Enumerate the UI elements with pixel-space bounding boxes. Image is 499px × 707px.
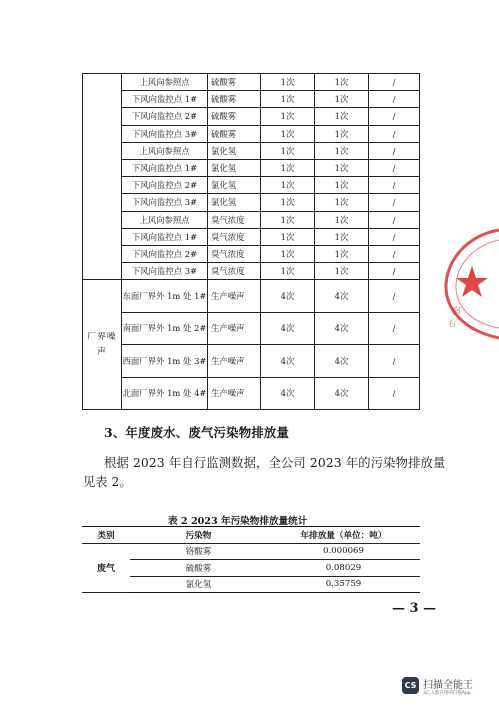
remark-cell: / bbox=[369, 377, 420, 410]
monitoring-point-cell: 下风向监控点 1# bbox=[122, 228, 208, 245]
noise-row bbox=[83, 345, 420, 378]
monitoring-row bbox=[83, 142, 420, 159]
monitoring-point-cell: 下风向监控点 2# bbox=[122, 108, 208, 125]
frequency-cell: 4次 bbox=[261, 377, 315, 410]
monitoring-point-cell: 下风向监控点 1# bbox=[122, 91, 208, 108]
monitoring-point-cell: 下风向监控点 2# bbox=[122, 245, 208, 262]
emission-row bbox=[82, 543, 420, 560]
monitoring-point-cell: 下风向监控点 3# bbox=[122, 125, 208, 142]
frequency-cell: 4次 bbox=[315, 280, 369, 313]
pollutant-cell: 硫酸雾 bbox=[130, 560, 267, 577]
monitoring-table bbox=[82, 73, 420, 410]
remark-cell: / bbox=[369, 228, 420, 245]
remark-cell: / bbox=[369, 263, 420, 280]
seal-stamp-icon bbox=[426, 222, 499, 342]
frequency-cell: 1次 bbox=[261, 177, 315, 194]
frequency-cell: 1次 bbox=[261, 74, 315, 91]
frequency-cell: 1次 bbox=[315, 125, 369, 142]
remark-cell: / bbox=[369, 280, 420, 313]
amount-cell: 0.000069 bbox=[267, 543, 420, 560]
frequency-cell: 4次 bbox=[261, 280, 315, 313]
monitoring-point-cell: 下风向监控点 3# bbox=[122, 194, 208, 211]
emission-row bbox=[82, 576, 420, 593]
remark-cell: / bbox=[369, 91, 420, 108]
scanner-logo-icon: CS bbox=[402, 677, 419, 694]
page-number: — 3 — bbox=[392, 601, 437, 616]
svg-text:右: 右 bbox=[448, 319, 456, 328]
noise-row bbox=[83, 312, 420, 345]
frequency-cell: 1次 bbox=[261, 91, 315, 108]
frequency-cell: 1次 bbox=[261, 263, 315, 280]
noise-row bbox=[83, 280, 420, 313]
remark-cell: / bbox=[369, 125, 420, 142]
pollutant-item-cell: 硫酸雾 bbox=[208, 91, 261, 108]
monitoring-row bbox=[83, 194, 420, 211]
monitoring-point-cell: 东面厂界外 1m 处 1# bbox=[122, 280, 208, 313]
pollutant-item-cell: 硫酸雾 bbox=[208, 125, 261, 142]
remark-cell: / bbox=[369, 245, 420, 262]
frequency-cell: 1次 bbox=[315, 245, 369, 262]
remark-cell: / bbox=[369, 312, 420, 345]
category-cell-blank bbox=[83, 74, 122, 280]
pollutant-item-cell: 硫酸雾 bbox=[208, 108, 261, 125]
pollutant-item-cell: 臭气浓度 bbox=[208, 263, 261, 280]
frequency-cell: 1次 bbox=[315, 228, 369, 245]
monitoring-row bbox=[83, 245, 420, 262]
monitoring-row bbox=[83, 263, 420, 280]
frequency-cell: 1次 bbox=[315, 177, 369, 194]
emission-header-row bbox=[82, 527, 420, 544]
amount-cell: 0.35759 bbox=[267, 576, 420, 593]
watermark-subtitle: 3亿人都在用的扫描App bbox=[423, 691, 471, 696]
remark-cell: / bbox=[369, 194, 420, 211]
frequency-cell: 1次 bbox=[315, 91, 369, 108]
monitoring-point-cell: 上风向参照点 bbox=[122, 74, 208, 91]
monitoring-point-cell: 南面厂界外 1m 处 2# bbox=[122, 312, 208, 345]
section-heading: 3、年度废水、废气污染物排放量 bbox=[104, 425, 290, 440]
frequency-cell: 1次 bbox=[315, 108, 369, 125]
monitoring-point-cell: 北面厂界外 1m 处 4# bbox=[122, 377, 208, 410]
frequency-cell: 1次 bbox=[315, 159, 369, 176]
pollutant-item-cell: 生产噪声 bbox=[208, 312, 261, 345]
pollutant-item-cell: 硫酸雾 bbox=[208, 74, 261, 91]
frequency-cell: 4次 bbox=[261, 312, 315, 345]
remark-cell: / bbox=[369, 159, 420, 176]
paragraph-line-1: 根据 2023 年自行监测数据，全公司 2023 年的污染物排放量 bbox=[104, 456, 446, 470]
monitoring-row bbox=[83, 91, 420, 108]
pollutant-item-cell: 臭气浓度 bbox=[208, 245, 261, 262]
monitoring-row bbox=[83, 125, 420, 142]
remark-cell: / bbox=[369, 74, 420, 91]
pollutant-item-cell: 臭气浓度 bbox=[208, 211, 261, 228]
monitoring-row bbox=[83, 228, 420, 245]
monitoring-point-cell: 下风向监控点 2# bbox=[122, 177, 208, 194]
pollutant-item-cell: 氯化氢 bbox=[208, 194, 261, 211]
monitoring-point-cell: 上风向参照点 bbox=[122, 142, 208, 159]
monitoring-row bbox=[83, 177, 420, 194]
table-caption: 表 2 2023 年污染物排放量统计 bbox=[168, 516, 308, 527]
frequency-cell: 1次 bbox=[261, 159, 315, 176]
pollutant-item-cell: 生产噪声 bbox=[208, 345, 261, 378]
monitoring-point-cell: 下风向监控点 1# bbox=[122, 159, 208, 176]
frequency-cell: 1次 bbox=[261, 194, 315, 211]
pollutant-cell: 氯化氢 bbox=[130, 576, 267, 593]
frequency-cell: 1次 bbox=[315, 194, 369, 211]
noise-row bbox=[83, 377, 420, 410]
monitoring-row bbox=[83, 108, 420, 125]
monitoring-row bbox=[83, 211, 420, 228]
frequency-cell: 1次 bbox=[315, 263, 369, 280]
header-category: 类别 bbox=[82, 527, 130, 544]
remark-cell: / bbox=[369, 142, 420, 159]
frequency-cell: 4次 bbox=[315, 312, 369, 345]
remark-cell: / bbox=[369, 211, 420, 228]
remark-cell: / bbox=[369, 177, 420, 194]
frequency-cell: 1次 bbox=[315, 211, 369, 228]
pollutant-item-cell: 臭气浓度 bbox=[208, 228, 261, 245]
monitoring-row bbox=[83, 159, 420, 176]
monitoring-point-cell: 上风向参照点 bbox=[122, 211, 208, 228]
emission-category: 废气 bbox=[82, 543, 130, 593]
monitoring-point-cell: 西面厂界外 1m 处 3# bbox=[122, 345, 208, 378]
pollutant-item-cell: 氯化氢 bbox=[208, 177, 261, 194]
frequency-cell: 1次 bbox=[315, 74, 369, 91]
header-pollutant: 污染物 bbox=[130, 527, 267, 544]
frequency-cell: 4次 bbox=[315, 377, 369, 410]
amount-cell: 0.08029 bbox=[267, 560, 420, 577]
emission-table bbox=[82, 526, 420, 593]
frequency-cell: 1次 bbox=[261, 108, 315, 125]
header-amount: 年排放量（单位：吨） bbox=[267, 527, 420, 544]
frequency-cell: 1次 bbox=[261, 211, 315, 228]
noise-category-cell: 厂界噪声 bbox=[83, 280, 122, 410]
frequency-cell: 4次 bbox=[315, 345, 369, 378]
remark-cell: / bbox=[369, 345, 420, 378]
monitoring-row bbox=[83, 74, 420, 91]
pollutant-item-cell: 氯化氢 bbox=[208, 142, 261, 159]
pollutant-item-cell: 生产噪声 bbox=[208, 280, 261, 313]
frequency-cell: 1次 bbox=[261, 228, 315, 245]
frequency-cell: 1次 bbox=[261, 245, 315, 262]
scanner-watermark bbox=[400, 673, 496, 701]
pollutant-cell: 铬酸雾 bbox=[130, 543, 267, 560]
monitoring-point-cell: 下风向监控点 3# bbox=[122, 263, 208, 280]
pollutant-item-cell: 生产噪声 bbox=[208, 377, 261, 410]
frequency-cell: 4次 bbox=[261, 345, 315, 378]
frequency-cell: 1次 bbox=[261, 142, 315, 159]
watermark-title: 扫描全能王 bbox=[423, 680, 473, 691]
remark-cell: / bbox=[369, 108, 420, 125]
paragraph-line-2: 见表 2。 bbox=[83, 475, 132, 489]
pollutant-item-cell: 氯化氢 bbox=[208, 159, 261, 176]
svg-text:宿: 宿 bbox=[452, 307, 462, 317]
frequency-cell: 1次 bbox=[315, 142, 369, 159]
frequency-cell: 1次 bbox=[261, 125, 315, 142]
emission-row bbox=[82, 560, 420, 577]
